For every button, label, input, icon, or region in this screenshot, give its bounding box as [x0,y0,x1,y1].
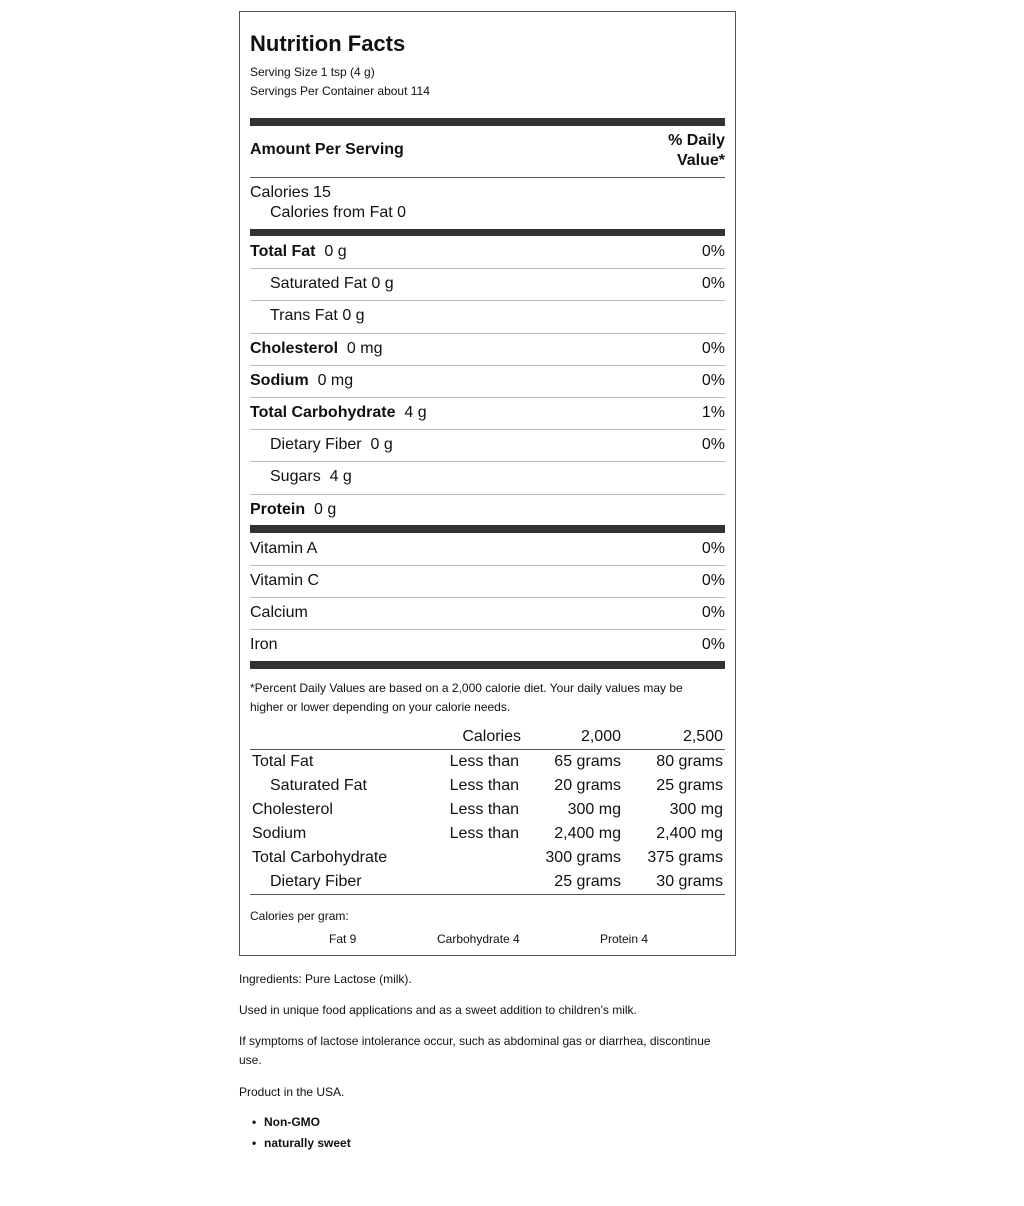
label-title: Nutrition Facts [250,31,406,56]
dv-cell-2500: 25 grams [656,777,723,794]
list-item: • naturally sweet [252,1133,351,1154]
calories-from-fat-value: Calories from Fat 0 [270,204,407,221]
nutrient-row-sugars [250,467,725,487]
warning-line: If symptoms of lactose intolerance occur, such as abdominal gas or diarrhea, discontinue [239,1034,711,1048]
daily-value-heading-line2: Value* [676,152,725,169]
calories-row [250,183,725,203]
origin-text: Product in the USA. [239,1085,345,1099]
servings-per-container: Servings Per Container about 114 [250,84,430,98]
dv-cell-2500: 2,400 mg [656,825,723,842]
nutrient-name: Cholesterol [250,340,339,357]
list-item: • Non-GMO [252,1112,351,1133]
nutrient-name: Protein [250,501,306,518]
nutrient-amount: 0 mg [346,340,383,357]
vitamin-dv: 0% [701,604,725,621]
divider [250,494,725,495]
nutrient-amount: 0 g [324,243,347,260]
nutrient-dv: 0% [701,275,725,292]
divider [250,894,725,895]
dv-cell-2000: 20 grams [554,777,621,794]
nutrient-amount: 0 g [314,501,337,518]
nutrient-row-dietary-fiber [250,435,725,455]
nutrient-row-total-carbohydrate [250,403,725,423]
dv-header-2000: 2,000 [580,728,621,745]
divider [250,177,725,178]
divider [250,565,725,566]
medium-divider [250,229,725,236]
calories-per-gram-heading: Calories per gram: [250,909,349,923]
vitamin-row-a [250,539,725,559]
dv-cell-nutrient: Cholesterol [252,801,333,818]
nutrient-dv: 0% [701,340,725,357]
daily-value-heading-line1: % Daily [668,132,725,149]
thick-divider [250,525,725,533]
nutrient-row-trans-fat [250,306,725,326]
amount-per-serving-heading: Amount Per Serving [250,141,404,158]
dv-cell-nutrient: Saturated Fat [270,777,367,794]
dv-cell-2000: 65 grams [554,753,621,770]
nutrient-row-total-fat [250,242,725,262]
dv-cell-limit: Less than [449,801,519,818]
nutrient-dv: 0% [701,372,725,389]
vitamin-name: Vitamin A [250,540,318,557]
nutrient-name: Dietary Fiber 0 g [270,436,393,453]
warning-line: use. [239,1053,262,1067]
nutrient-row-cholesterol [250,339,725,359]
dv-cell-2500: 300 mg [669,801,723,818]
divider [250,597,725,598]
vitamin-row-iron [250,635,725,655]
daily-value-heading [668,131,725,171]
nutrient-row-sodium [250,371,725,391]
dv-header-calories: Calories [462,728,521,745]
divider [250,629,725,630]
dv-cell-2000: 300 mg [567,801,621,818]
calories-per-gram-carbohydrate: Carbohydrate 4 [437,932,520,946]
calories-per-gram-protein: Protein 4 [600,932,649,946]
dv-cell-2000: 2,400 mg [554,825,621,842]
vitamin-row-calcium [250,603,725,623]
divider [250,429,725,430]
serving-size: Serving Size 1 tsp (4 g) [250,65,375,79]
ingredients-text: Ingredients: Pure Lactose (milk). [239,972,412,986]
divider [250,461,725,462]
nutrient-row-protein [250,500,725,520]
nutrient-name: Trans Fat 0 g [270,307,365,324]
dv-cell-2000: 300 grams [545,849,621,866]
dv-cell-nutrient: Total Carbohydrate [252,849,388,866]
dv-cell-limit: Less than [449,825,519,842]
nutrient-name: Sugars 4 g [270,468,352,485]
dv-cell-nutrient: Total Fat [252,753,314,770]
nutrient-name: Total Carbohydrate [250,404,396,421]
nutrient-dv: 0% [701,243,725,260]
calories-per-gram-fat: Fat 9 [329,932,357,946]
footnote-line: higher or lower depending on your calorie needs. [250,700,511,714]
calories-from-fat-row [250,203,725,223]
vitamin-dv: 0% [701,636,725,653]
nutrition-facts-label [239,11,736,956]
vitamin-dv: 0% [701,540,725,557]
dv-cell-2000: 25 grams [554,873,621,890]
divider [250,333,725,334]
nutrient-row-saturated-fat [250,274,725,294]
divider [250,268,725,269]
dv-cell-2500: 375 grams [647,849,723,866]
dv-cell-limit: Less than [449,753,519,770]
vitamin-row-c [250,571,725,591]
usage-text: Used in unique food applications and as a sweet addition to children's milk. [239,1003,637,1017]
thick-divider [250,118,725,126]
vitamin-dv: 0% [701,572,725,589]
dv-header-2500: 2,500 [682,728,723,745]
nutrient-amount: 0 mg [317,372,354,389]
divider [250,300,725,301]
dv-cell-nutrient: Dietary Fiber [270,873,362,890]
dv-cell-2500: 80 grams [656,753,723,770]
vitamin-name: Iron [250,636,278,653]
dv-cell-2500: 30 grams [656,873,723,890]
footnote-line: *Percent Daily Values are based on a 2,000 calorie diet. Your daily values may be [250,681,683,695]
nutrient-name: Sodium [250,372,309,389]
divider [250,397,725,398]
daily-value-footnote [250,679,725,717]
nutrient-name: Total Fat [250,243,316,260]
nutrient-name: Saturated Fat 0 g [270,275,394,292]
feature-list [252,1112,351,1154]
nutrient-dv: 0% [701,436,725,453]
calories-value: Calories 15 [250,184,331,201]
nutrient-dv: 1% [701,404,725,421]
thick-divider [250,661,725,669]
nutrient-amount: 4 g [404,404,427,421]
warning-text [239,1032,739,1070]
divider [250,365,725,366]
dv-cell-nutrient: Sodium [252,825,307,842]
vitamin-name: Vitamin C [250,572,320,589]
vitamin-name: Calcium [250,604,308,621]
dv-cell-limit: Less than [449,777,519,794]
